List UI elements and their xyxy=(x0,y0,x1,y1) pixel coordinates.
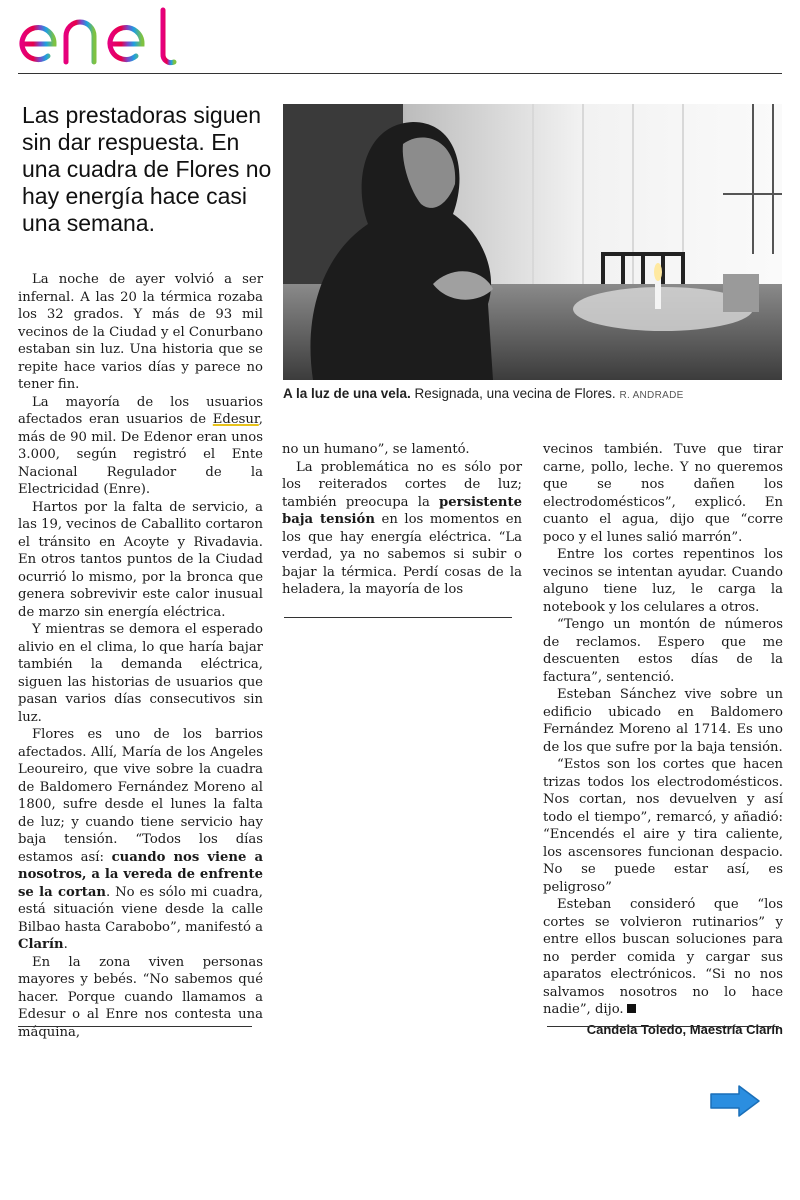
paragraph: no un humano”, se lamentó. xyxy=(282,442,470,457)
article-column-1 xyxy=(18,271,263,1041)
column-rule xyxy=(284,617,512,618)
column-rule xyxy=(18,1026,252,1027)
paragraph: Esteban consideró que “los cortes se volvieron rutinarios” y entre ellos buscan soluciones para no perder comida y cargar sus aparatos electrónicos. “Si no nos salvamos nosotros no lo hace nadie”, dijo. xyxy=(543,897,783,1017)
author-signature: Candela Toledo, Maestría Clarín xyxy=(586,1021,783,1037)
paragraph: Flores es uno de los barrios afectados. Allí, María de los Angeles Leoureiro, que vive sobre la cuadra de Baldomero Fernández Moreno al 1800, sufre desde el lunes la falta de luz; y cuando tiene servicio hay baja tensión. “Todos los días estamos así: cuando nos viene a nosotros, a la vereda de enfrente se la cortan. No es sólo mi cuadra, está situación viene desde la calle Bilbao hasta Carabobo”, manifestó a Clarín. xyxy=(18,727,264,952)
paragraph: “Estos son los cortes que hacen trizas todos los electrodomésticos. Nos cortan, nos devuelven y así todo el tiempo”, remarcó, y añadió: “Encendés el aire y tira caliente, los ascensores funcionan despacio. No se puede estar así, es peligroso” xyxy=(543,757,783,895)
caption-text: Resignada, una vecina de Flores. xyxy=(410,386,616,401)
paragraph: Hartos por la falta de servicio, a las 19, vecinos de Caballito cortaron el tránsito en Acoyte y Rivadavia. En otros tantos puntos de la Ciudad ocurrió lo mismo, por la bronca que genera sobrevivir este calor inusual de marzo sin energía eléctrica. xyxy=(18,499,263,620)
paragraph: En la zona viven personas mayores y bebés. “No sabemos qué hacer. Porque cuando llamamos a Edesur o al Enre nos contesta una máquina, xyxy=(18,954,263,1040)
article-photo xyxy=(283,104,782,380)
enel-logo xyxy=(16,6,186,68)
end-mark xyxy=(627,1004,636,1013)
article-column-2 xyxy=(282,441,522,599)
paragraph: La noche de ayer volvió a ser infernal. A las 20 la térmica rozaba los 32 grados. Y más de 93 mil vecinos de la Ciudad y el Conurbano estaban sin luz. Una historia que se repite hace varios días y parece no tener fin. xyxy=(18,272,263,392)
photo-caption xyxy=(283,386,782,401)
paragraph: La mayoría de los usuarios afectados eran usuarios de Edesur, más de 90 mil. De Edenor eran unos 3.000, según registró el Ente Nacional Regulador de la Electricidad (Enre). xyxy=(18,394,263,497)
paragraph: Entre los cortes repentinos los vecinos se intentan ayudar. Cuando alguno tiene luz, le carga la notebook y los celulares a otros. xyxy=(543,547,783,615)
paragraph: “Tengo un montón de números de reclamos. Espero que me descuenten estos días de la factura”, sentenció. xyxy=(543,617,783,685)
paragraph: Y mientras se demora el esperado alivio en el clima, lo que haría bajar también la demanda eléctrica, siguen las historias de usuarios que pasan varios días consecutivos sin luz. xyxy=(18,622,263,725)
paragraph: vecinos también. Tuve que tirar carne, pollo, leche. Y no queremos que se nos dañen los electrodomésticos”, explicó. En cuanto el agua, dijo que “corre poco y el lunes salió marrón”. xyxy=(543,442,783,545)
arrow-right-icon[interactable] xyxy=(709,1084,761,1118)
photo-credit: R. ANDRADE xyxy=(619,390,684,401)
paragraph: Esteban Sánchez vive sobre un edificio ubicado en Baldomero Fernández Moreno al 1714. Es uno de los que sufre por la baja tensión. xyxy=(543,687,783,755)
paragraph: La problemática no es sólo por los reiterados cortes de luz; también preocupa la persistente baja tensión en los momentos en los que hay energía eléctrica. “La verdad, ya no sabemos si subir o bajar la térmica. Perdí cosas de la heladera, la mayoría de los xyxy=(282,459,523,597)
header-rule xyxy=(18,73,782,74)
column-rule xyxy=(547,1026,779,1027)
edesur-link[interactable]: Edesur xyxy=(212,412,259,427)
article-column-3 xyxy=(543,441,783,1038)
caption-title: A la luz de una vela. xyxy=(283,386,411,401)
headline: Las prestadoras siguen sin dar respuesta. En una cuadra de Flores no hay energía hace casi una semana. xyxy=(22,102,272,236)
